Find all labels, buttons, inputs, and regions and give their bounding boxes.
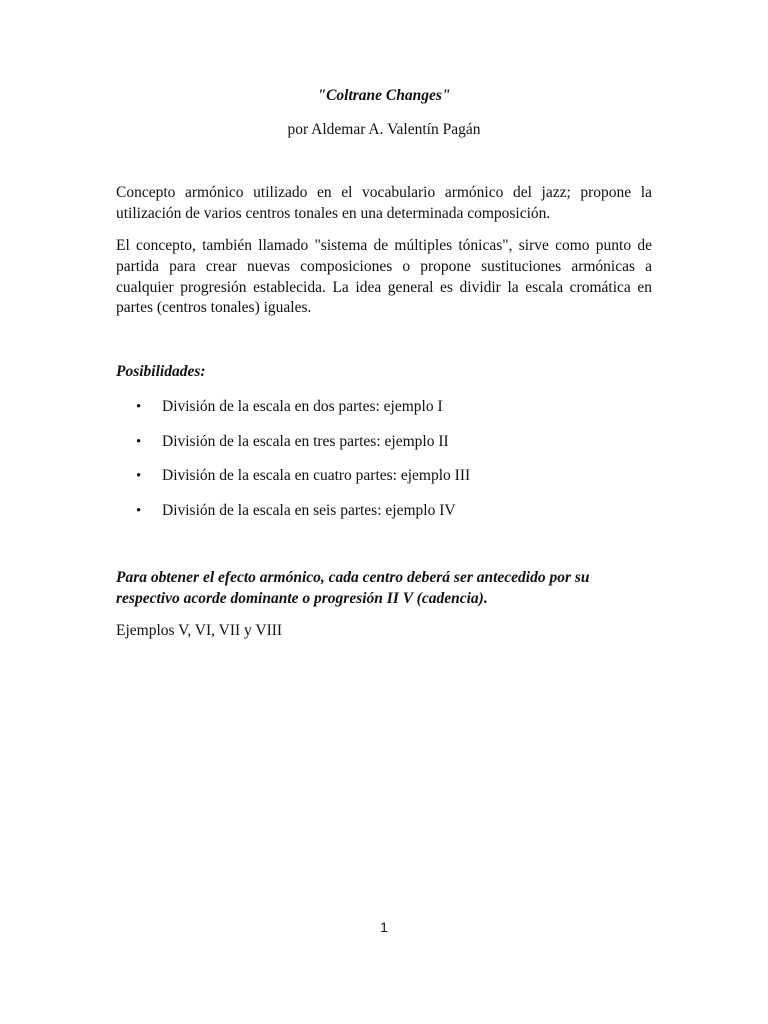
bullet-icon: • — [136, 399, 142, 415]
examples-reference: Ejemplos V, VI, VII y VIII — [116, 622, 283, 639]
intro-paragraph: Concepto armónico utilizado en el vocabulario armónico del jazz; propone la utilización de varios centros tonales en una determinada composición. — [116, 184, 652, 222]
list-item-text: División de la escala en tres partes: ejemplo II — [162, 432, 449, 450]
possibilities-heading: Posibilidades: — [116, 363, 206, 380]
possibilities-list — [116, 397, 652, 536]
list-item — [116, 501, 652, 536]
page-number: 1 — [380, 919, 388, 935]
list-item-text: División de la escala en cuatro partes: ejemplo III — [162, 467, 471, 485]
bullet-icon: • — [136, 433, 142, 450]
concept-paragraph: El concepto, también llamado "sistema de múltiples tónicas", sirve como punto de partida para crear nuevas composiciones o propone sustituciones armónicas a cualquier progresión establecida. La idea general es dividir la escala cromática en partes (centros tonales) iguales. — [116, 237, 652, 317]
list-item-text: División de la escala en dos partes: ejemplo I — [162, 398, 443, 415]
list-item — [116, 397, 652, 432]
bullet-icon: • — [136, 503, 142, 520]
list-item — [116, 432, 652, 467]
list-item — [116, 466, 652, 501]
document-title: "Coltrane Changes" — [317, 87, 451, 104]
bullet-icon: • — [136, 468, 142, 485]
harmonic-effect-note: Para obtener el efecto armónico, cada centro deberá ser antecedido por su respectivo acorde dominante o progresión II V (cadencia). — [116, 569, 590, 607]
list-item-text: División de la escala en seis partes: ejemplo IV — [162, 502, 456, 520]
document-author: por Aldemar A. Valentín Pagán — [287, 121, 481, 138]
